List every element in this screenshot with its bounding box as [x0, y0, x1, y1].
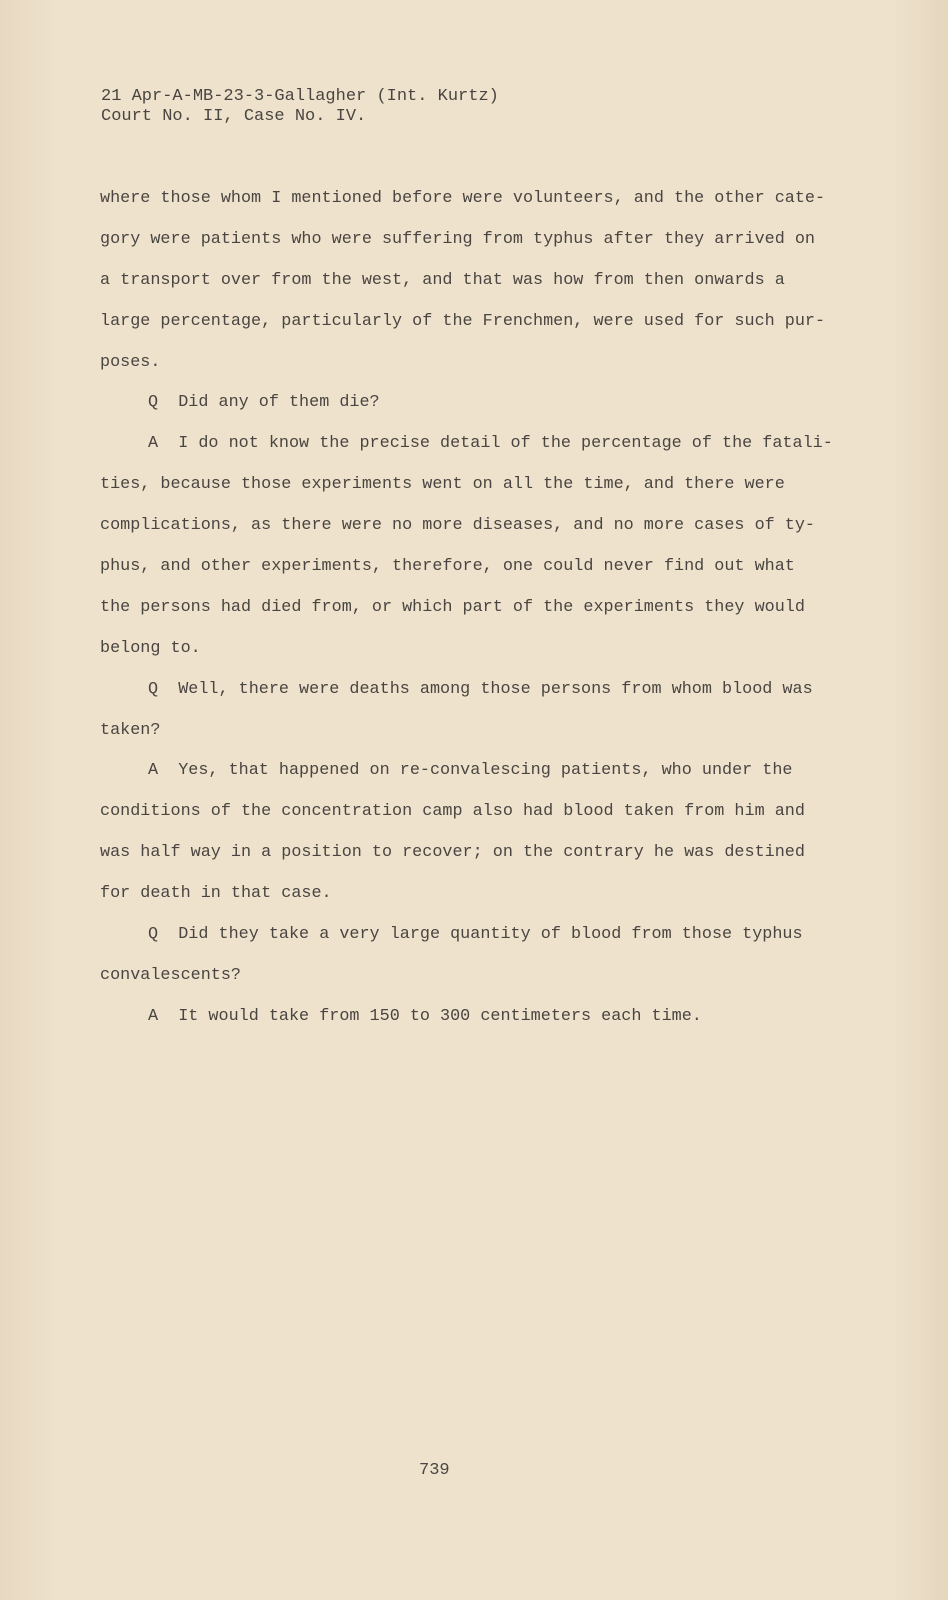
transcript-line: belong to. [100, 638, 201, 658]
header-court-case: Court No. II, Case No. IV. [101, 107, 367, 126]
transcript-line: Q Did they take a very large quantity of blood from those typhus [148, 925, 803, 945]
header-case-reference: 21 Apr-A-MB-23-3-Gallagher (Int. Kurtz) [101, 87, 499, 106]
transcript-line: A It would take from 150 to 300 centimeters each time. [148, 1006, 702, 1026]
transcript-line: A Yes, that happened on re-convalescing patients, who under the [148, 761, 793, 781]
transcript-line: conditions of the concentration camp also had blood taken from him and [100, 802, 805, 822]
transcript-line: where those whom I mentioned before were volunteers, and the other cate- [100, 189, 826, 208]
transcript-line: Q Did any of them die? [148, 393, 380, 413]
transcript-line: for death in that case. [100, 884, 332, 904]
transcript-line: a transport over from the west, and that was how from then onwards a [100, 270, 785, 290]
page-number: 739 [419, 1461, 450, 1480]
transcript-line: A I do not know the precise detail of the percentage of the fatali- [148, 434, 833, 454]
transcript-line: was half way in a position to recover; on the contrary he was destined [100, 843, 805, 863]
transcript-line: convalescents? [100, 965, 241, 985]
transcript-line: Q Well, there were deaths among those persons from whom blood was [148, 679, 813, 699]
transcript-line: complications, as there were no more diseases, and no more cases of ty- [100, 516, 815, 536]
transcript-line: gory were patients who were suffering from typhus after they arrived on [100, 229, 815, 249]
transcript-line: ties, because those experiments went on all the time, and there were [100, 475, 785, 495]
transcript-line: poses. [100, 352, 161, 372]
transcript-body [100, 186, 860, 1045]
transcript-line: taken? [100, 720, 161, 740]
transcript-line: the persons had died from, or which part of the experiments they would [100, 597, 805, 617]
transcript-line: large percentage, particularly of the Frenchmen, were used for such pur- [100, 311, 826, 331]
transcript-line: phus, and other experiments, therefore, one could never find out what [100, 557, 795, 577]
